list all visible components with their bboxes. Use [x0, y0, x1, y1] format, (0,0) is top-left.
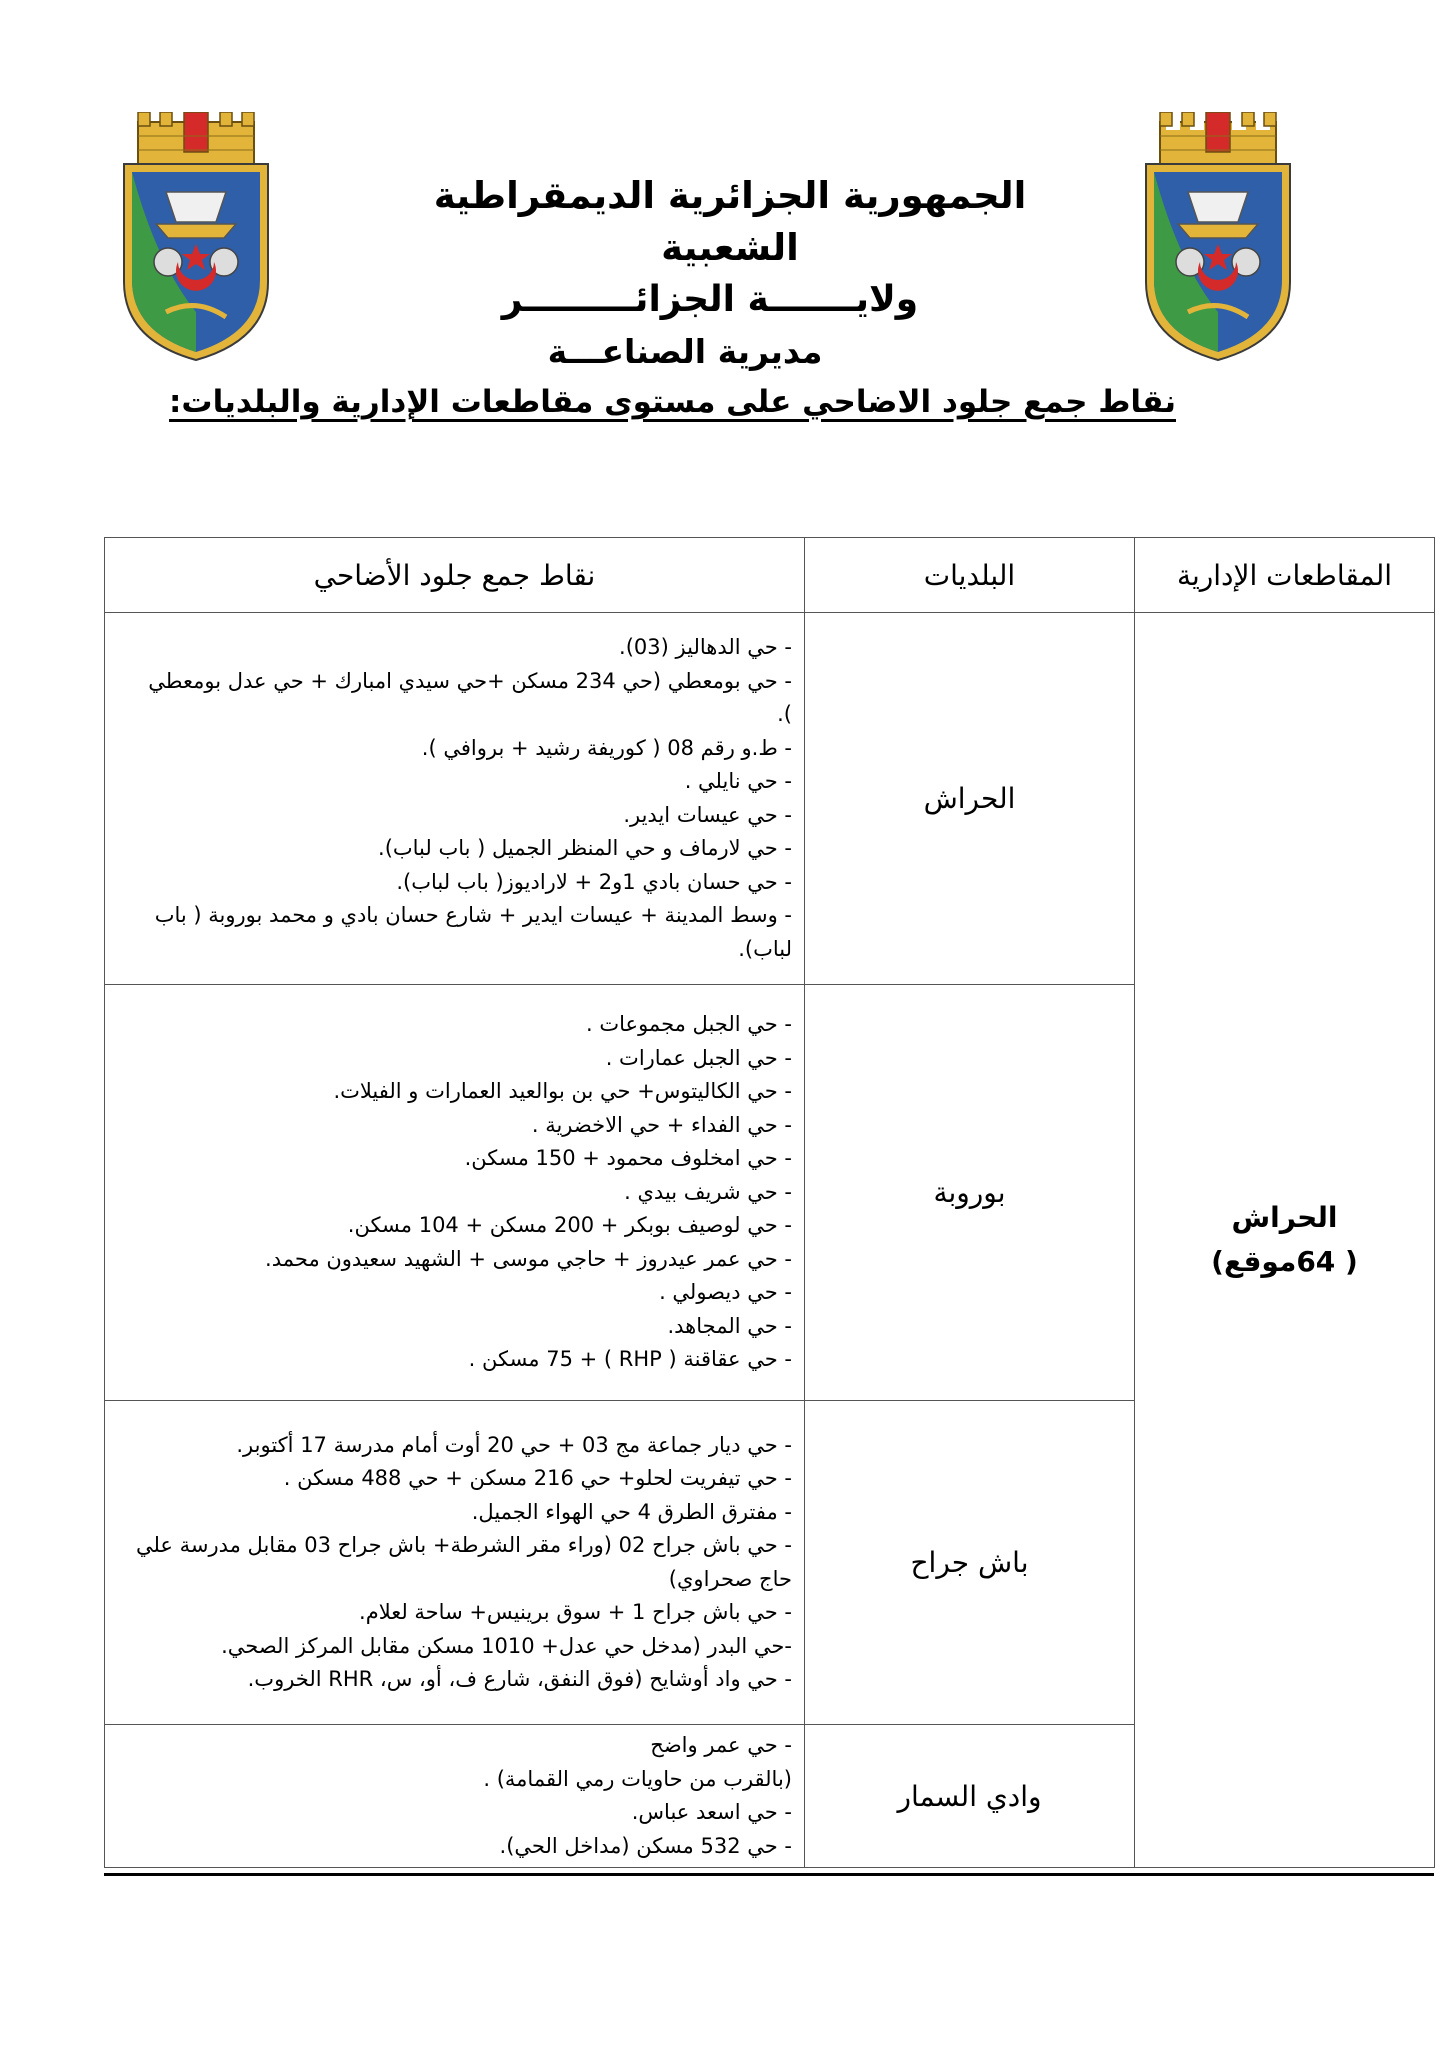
list-item: - حي بومعطي (حي 234 مسكن +حي سيدي امبارك + حي عدل بومعطي ). [148, 668, 792, 726]
header-region: المقاطعات الإدارية [1135, 538, 1435, 613]
collection-points-table [104, 537, 1435, 1868]
municipality-cell: باش جراح [805, 1401, 1135, 1725]
list-item: - حي الكاليتوس+ حي بن بوالعيد العمارات و الفيلات. [333, 1079, 792, 1104]
list-item: - مفترق الطرق 4 حي الهواء الجميل. [471, 1499, 792, 1524]
region-cell [1135, 613, 1435, 1868]
letterhead [360, 170, 1080, 378]
list-item: - حي عمر واضح [650, 1733, 792, 1757]
list-item: - حي عقاقنة ( RHP ) + 75 مسكن . [468, 1347, 792, 1372]
wilaya-emblem-right [1138, 112, 1298, 362]
region-name: الحراش [1231, 1201, 1338, 1234]
list-item: - حي حسان بادي 1و2 + لاراديوز( باب لباب). [396, 869, 792, 894]
list-item: - حي واد أوشايح (فوق النفق، شارع ف، أو، س، RHR الخروب. [247, 1667, 792, 1691]
list-item: - حي باش جراح 02 (وراء مقر الشرطة+ باش جراح 03 مقابل مدرسة علي حاج صحراوي) [135, 1533, 792, 1591]
list-item: - حي الفداء + حي الاخضرية . [531, 1112, 792, 1137]
wilaya-emblem-left [116, 112, 276, 362]
municipality-cell: بوروبة [805, 985, 1135, 1401]
header-municipality: البلديات [805, 538, 1135, 613]
header-points: نقاط جمع جلود الأضاحي [105, 538, 805, 613]
list-item: - حي لارماف و حي المنظر الجميل ( باب لباب). [378, 836, 792, 860]
municipality-cell: وادي السمار [805, 1725, 1135, 1868]
list-item: - حي الدهاليز (03). [619, 635, 792, 659]
list-item: - حي 532 مسكن (مداخل الحي). [499, 1833, 792, 1858]
list-item: - حي اسعد عباس. [631, 1800, 792, 1824]
list-item: - حي المجاهد. [667, 1313, 792, 1338]
list-item: - حي شريف بيدي . [624, 1179, 792, 1204]
document-title: نقاط جمع جلود الاضاحي على مستوى مقاطعات الإدارية والبلديات: [169, 384, 1176, 420]
list-item: - حي امخلوف محمود + 150 مسكن. [464, 1146, 792, 1171]
list-item: - وسط المدينة + عيسات ايدير + شارع حسان بادي و محمد بوروبة ( باب لباب). [154, 903, 792, 961]
list-item: - حي تيفريت لحلو+ حي 216 مسكن + حي 488 مسكن . [283, 1466, 792, 1490]
list-item: -حي البدر (مدخل حي عدل+ 1010 مسكن مقابل المركز الصحي. [221, 1633, 792, 1658]
list-item: - حي باش جراح 1 + سوق برينيس+ ساحة لعلام. [359, 1600, 792, 1624]
region-count: ( 64موقع) [1211, 1245, 1358, 1278]
points-cell [105, 985, 805, 1401]
table-header-row [105, 538, 1435, 613]
list-item: - حي ديار جماعة مج 03 + حي 20 أوت أمام مدرسة 17 أكتوبر. [236, 1432, 792, 1457]
municipality-cell: الحراش [805, 613, 1135, 985]
list-item: - ط.و رقم 08 ( كوريفة رشيد + بروافي ). [421, 735, 792, 760]
directorate-name: مديرية الصناعـــة [547, 332, 823, 371]
table-row [105, 613, 1435, 985]
list-item: - حي الجبل عمارات . [605, 1045, 792, 1070]
list-item: - حي لوصيف بوبكر + 200 مسكن + 104 مسكن. [347, 1213, 792, 1238]
wilaya-name: ولايـــــــة الجزائـــــــــر [501, 279, 919, 320]
list-item: (بالقرب من حاويات رمي القمامة) . [483, 1766, 792, 1791]
list-item: - حي عمر عيدروز + حاجي موسى + الشهيد سعيدون محمد. [265, 1246, 792, 1271]
list-item: - حي عيسات ايدير. [623, 802, 792, 827]
table-bottom-rule [104, 1873, 1434, 1876]
list-item: - حي ديصولي . [659, 1280, 792, 1305]
list-item: - حي الجبل مجموعات . [586, 1012, 792, 1037]
points-cell [105, 1401, 805, 1725]
republic-name: الجمهورية الجزائرية الديمقراطية الشعبية [433, 174, 1027, 269]
points-cell [105, 1725, 805, 1868]
list-item: - حي نايلي . [684, 769, 792, 793]
points-cell [105, 613, 805, 985]
